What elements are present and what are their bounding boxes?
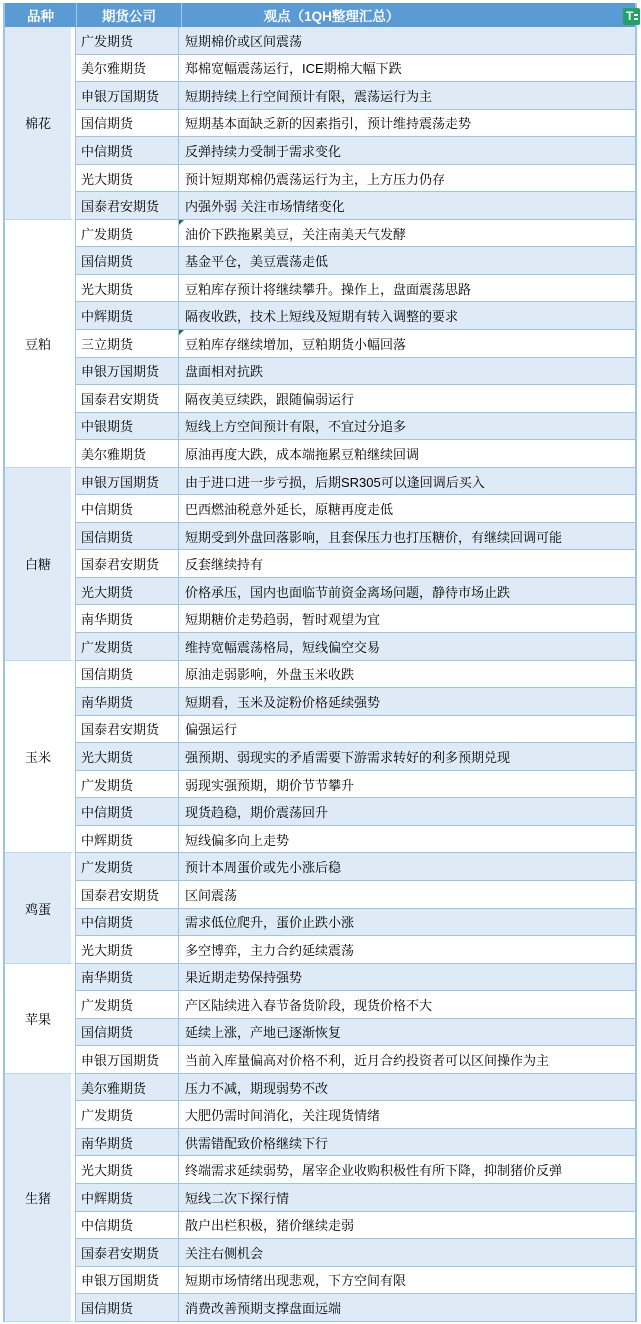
company-cell: 申银万国期货 bbox=[76, 1046, 179, 1073]
company-cell: 国泰君安期货 bbox=[76, 192, 179, 219]
table-row bbox=[76, 1129, 635, 1157]
section-rows bbox=[75, 27, 635, 220]
variety-cell: 玉米 bbox=[5, 661, 75, 854]
company-cell: 南华期货 bbox=[76, 1129, 179, 1156]
company-cell: 南华期货 bbox=[76, 964, 179, 991]
table-row bbox=[76, 936, 635, 964]
company-cell: 广发期货 bbox=[76, 771, 179, 798]
table-row bbox=[76, 1184, 635, 1212]
company-cell: 国泰君安期货 bbox=[76, 550, 179, 577]
company-cell: 中信期货 bbox=[76, 798, 179, 825]
company-cell: 南华期货 bbox=[76, 605, 179, 632]
viewpoint-cell: 预计短期郑棉仍震荡运行为主，上方压力仍存 bbox=[185, 171, 446, 187]
viewpoint-cell: 短期持续上行空间预计有限，震荡运行为主 bbox=[185, 88, 433, 104]
table-row bbox=[76, 358, 635, 386]
table-row bbox=[76, 1046, 635, 1074]
viewpoint-cell: 内强外弱 关注市场情绪变化 bbox=[185, 199, 345, 215]
commodity-section bbox=[5, 220, 635, 468]
table-row bbox=[76, 302, 635, 330]
viewpoint-cell: 大肥仍需时间消化，关注现货情绪 bbox=[185, 1108, 381, 1124]
commodity-section bbox=[5, 1074, 635, 1322]
table-row bbox=[76, 881, 635, 909]
company-cell: 国泰君安期货 bbox=[76, 385, 179, 412]
company-cell: 中辉期货 bbox=[76, 1184, 179, 1211]
company-cell: 申银万国期货 bbox=[76, 1267, 179, 1294]
company-cell: 光大期货 bbox=[76, 1156, 179, 1183]
section-rows bbox=[75, 853, 635, 963]
company-cell: 光大期货 bbox=[76, 275, 179, 302]
viewpoint-cell: 终端需求延续弱势，屠宰企业收购积极性有所下降，抑制猪价反弹 bbox=[185, 1163, 563, 1179]
company-cell: 光大期货 bbox=[76, 936, 179, 963]
company-cell: 美尔雅期货 bbox=[76, 55, 179, 82]
company-cell: 广发期货 bbox=[76, 853, 179, 880]
table-row bbox=[76, 743, 635, 771]
section-rows bbox=[75, 220, 635, 468]
header-company: 期货公司 bbox=[77, 3, 182, 27]
variety-cell: 生猪 bbox=[5, 1074, 75, 1322]
comment-indicator-icon bbox=[179, 220, 184, 225]
company-cell: 广发期货 bbox=[76, 27, 179, 54]
company-cell: 中信期货 bbox=[76, 909, 179, 936]
company-cell: 三立期货 bbox=[76, 330, 179, 357]
viewpoint-cell: 果近期走势保持强势 bbox=[185, 970, 303, 986]
table-row bbox=[76, 633, 635, 661]
table-row bbox=[76, 853, 635, 881]
table-row bbox=[76, 137, 635, 165]
table-row bbox=[76, 385, 635, 413]
table-row bbox=[76, 1294, 635, 1322]
table-row bbox=[76, 220, 635, 248]
viewpoint-cell: 延续上涨，产地已逐渐恢复 bbox=[185, 1025, 342, 1041]
futures-opinion-table bbox=[3, 3, 637, 1322]
table-row bbox=[76, 27, 635, 55]
viewpoint-cell: 强预期、弱现实的矛盾需要下游需求转好的利多预期兑现 bbox=[185, 749, 511, 765]
table-row bbox=[76, 1212, 635, 1240]
table-row bbox=[76, 1101, 635, 1129]
viewpoint-cell: 弱现实强预期，期价节节攀升 bbox=[185, 777, 355, 793]
viewpoint-cell: 短期棉价或区间震荡 bbox=[185, 33, 303, 49]
table-row bbox=[76, 964, 635, 992]
table-row bbox=[76, 1019, 635, 1047]
company-cell: 中辉期货 bbox=[76, 302, 179, 329]
table-row bbox=[76, 110, 635, 138]
company-cell: 广发期货 bbox=[76, 633, 179, 660]
table-row bbox=[76, 991, 635, 1019]
variety-cell: 豆粕 bbox=[5, 220, 75, 468]
company-cell: 美尔雅期货 bbox=[76, 440, 179, 467]
table-row bbox=[76, 661, 635, 689]
company-cell: 国泰君安期货 bbox=[76, 716, 179, 743]
company-cell: 中信期货 bbox=[76, 137, 179, 164]
table-row bbox=[76, 909, 635, 937]
viewpoint-cell: 价格承压，国内也面临节前资金离场问题，静待市场止跌 bbox=[185, 584, 511, 600]
company-cell: 广发期货 bbox=[76, 220, 179, 247]
company-cell: 申银万国期货 bbox=[76, 82, 179, 109]
table-row bbox=[76, 1156, 635, 1184]
viewpoint-cell: 原油再度大跌，成本端拖累豆粕继续回调 bbox=[185, 446, 420, 462]
viewpoint-cell: 基金平仓，美豆震荡走低 bbox=[185, 254, 329, 270]
viewpoint-cell: 油价下跌拖累美豆，关注南美天气发酵 bbox=[179, 220, 635, 247]
company-cell: 南华期货 bbox=[76, 688, 179, 715]
header-variety: 品种 bbox=[5, 3, 77, 27]
company-cell: 中辉期货 bbox=[76, 826, 179, 853]
table-header-row bbox=[5, 3, 635, 27]
table-row bbox=[76, 468, 635, 496]
viewpoint-cell: 豆粕库存预计将继续攀升。操作上，盘面震荡思路 bbox=[185, 281, 472, 297]
viewpoint-cell: 关注右侧机会 bbox=[185, 1245, 264, 1261]
table-row bbox=[76, 550, 635, 578]
viewpoint-cell: 原油走弱影响，外盘玉米收跌 bbox=[185, 667, 355, 683]
table-row bbox=[76, 165, 635, 193]
brand-icon: T bbox=[623, 8, 640, 25]
company-cell: 广发期货 bbox=[76, 1101, 179, 1128]
table-row bbox=[76, 440, 635, 468]
viewpoint-cell: 现货趋稳，期价震荡回升 bbox=[185, 805, 329, 821]
table-row bbox=[76, 192, 635, 220]
table-row bbox=[76, 605, 635, 633]
viewpoint-cell: 散户出栏积极，猪价继续走弱 bbox=[185, 1218, 355, 1234]
header-viewpoint: 观点（1QH整理汇总） bbox=[263, 9, 400, 24]
company-cell: 中信期货 bbox=[76, 1212, 179, 1239]
company-cell: 国信期货 bbox=[76, 523, 179, 550]
table-row bbox=[76, 495, 635, 523]
viewpoint-cell: 短期受到外盘回落影响，且套保压力也打压糖价，有继续回调可能 bbox=[185, 529, 563, 545]
variety-cell: 鸡蛋 bbox=[5, 853, 75, 963]
viewpoint-cell: 隔夜美豆续跌，跟随偏弱运行 bbox=[185, 391, 355, 407]
viewpoint-cell: 维持宽幅震荡格局，短线偏空交易 bbox=[185, 639, 381, 655]
viewpoint-cell: 短期看，玉米及淀粉价格延续强势 bbox=[185, 694, 381, 710]
company-cell: 国信期货 bbox=[76, 1294, 179, 1321]
company-cell: 美尔雅期货 bbox=[76, 1074, 179, 1101]
table-row bbox=[76, 523, 635, 551]
viewpoint-cell: 短期市场情绪出现悲观，下方空间有限 bbox=[185, 1273, 407, 1289]
table-row bbox=[76, 330, 635, 358]
table-row bbox=[76, 1239, 635, 1267]
table-row bbox=[76, 578, 635, 606]
table-body bbox=[5, 27, 635, 1322]
company-cell: 广发期货 bbox=[76, 991, 179, 1018]
section-rows bbox=[75, 1074, 635, 1322]
company-cell: 光大期货 bbox=[76, 165, 179, 192]
viewpoint-cell: 豆粕库存继续增加，豆粕期货小幅回落 bbox=[179, 330, 635, 357]
viewpoint-cell: 消费改善预期支撑盘面远端 bbox=[185, 1300, 342, 1316]
viewpoint-cell: 盘面相对抗跌 bbox=[185, 364, 264, 380]
viewpoint-cell: 短线二次下探行情 bbox=[185, 1190, 290, 1206]
company-cell: 光大期货 bbox=[76, 743, 179, 770]
table-row bbox=[76, 771, 635, 799]
viewpoint-cell: 巴西燃油税意外延长，原糖再度走低 bbox=[185, 502, 394, 518]
table-row bbox=[76, 1267, 635, 1295]
viewpoint-cell: 预计本周蛋价或先小涨后稳 bbox=[185, 860, 342, 876]
viewpoint-cell: 需求低位爬升，蛋价止跌小涨 bbox=[185, 915, 355, 931]
viewpoint-cell: 反套继续持有 bbox=[185, 557, 264, 573]
commodity-section bbox=[5, 27, 635, 220]
viewpoint-cell: 反弹持续力受制于需求变化 bbox=[185, 143, 342, 159]
table-row bbox=[76, 798, 635, 826]
viewpoint-cell: 区间震荡 bbox=[185, 887, 238, 903]
table-row bbox=[76, 55, 635, 83]
company-cell: 国信期货 bbox=[76, 661, 179, 688]
table-row bbox=[76, 82, 635, 110]
company-cell: 国泰君安期货 bbox=[76, 881, 179, 908]
viewpoint-cell: 短期基本面缺乏新的因素指引，预计维持震荡走势 bbox=[185, 116, 472, 132]
commodity-section bbox=[5, 853, 635, 963]
company-cell: 申银万国期货 bbox=[76, 468, 179, 495]
company-cell: 国信期货 bbox=[76, 110, 179, 137]
section-rows bbox=[75, 964, 635, 1074]
company-cell: 申银万国期货 bbox=[76, 358, 179, 385]
viewpoint-cell: 供需错配致价格继续下行 bbox=[185, 1135, 329, 1151]
section-rows bbox=[75, 468, 635, 661]
section-rows bbox=[75, 661, 635, 854]
viewpoint-cell: 压力不减，期现弱势不改 bbox=[185, 1080, 329, 1096]
company-cell: 光大期货 bbox=[76, 578, 179, 605]
viewpoint-cell: 多空博弈，主力合约延续震荡 bbox=[185, 942, 355, 958]
viewpoint-cell: 短线上方空间预计有限，不宜过分追多 bbox=[185, 419, 407, 435]
viewpoint-cell: 短期糖价走势趋弱，暂时观望为宜 bbox=[185, 612, 381, 628]
table-row bbox=[76, 1074, 635, 1102]
viewpoint-cell: 隔夜收跌，技术上短线及短期有转入调整的要求 bbox=[185, 309, 459, 325]
table-row bbox=[76, 716, 635, 744]
commodity-section bbox=[5, 964, 635, 1074]
commodity-section bbox=[5, 661, 635, 854]
viewpoint-cell: 短线偏多向上走势 bbox=[185, 832, 290, 848]
company-cell: 中信期货 bbox=[76, 495, 179, 522]
variety-cell: 苹果 bbox=[5, 964, 75, 1074]
viewpoint-cell: 偏强运行 bbox=[185, 722, 238, 738]
company-cell: 国信期货 bbox=[76, 247, 179, 274]
viewpoint-cell: 产区陆续进入春节备货阶段，现货价格不大 bbox=[185, 997, 433, 1013]
company-cell: 中银期货 bbox=[76, 413, 179, 440]
viewpoint-cell: 郑棉宽幅震荡运行，ICE期棉大幅下跌 bbox=[185, 61, 402, 77]
variety-cell: 棉花 bbox=[5, 27, 75, 220]
variety-cell: 白糖 bbox=[5, 468, 75, 661]
viewpoint-cell: 当前入库量偏高对价格不利，近月合约投资者可以区间操作为主 bbox=[185, 1053, 550, 1068]
company-cell: 国泰君安期货 bbox=[76, 1239, 179, 1266]
table-row bbox=[76, 826, 635, 854]
comment-indicator-icon bbox=[179, 330, 184, 335]
table-row bbox=[76, 688, 635, 716]
table-row bbox=[76, 413, 635, 441]
viewpoint-cell: 由于进口进一步亏损，后期SR305可以逢回调后买入 bbox=[185, 474, 485, 490]
company-cell: 国信期货 bbox=[76, 1019, 179, 1046]
commodity-section bbox=[5, 468, 635, 661]
table-row bbox=[76, 247, 635, 275]
table-row bbox=[76, 275, 635, 303]
